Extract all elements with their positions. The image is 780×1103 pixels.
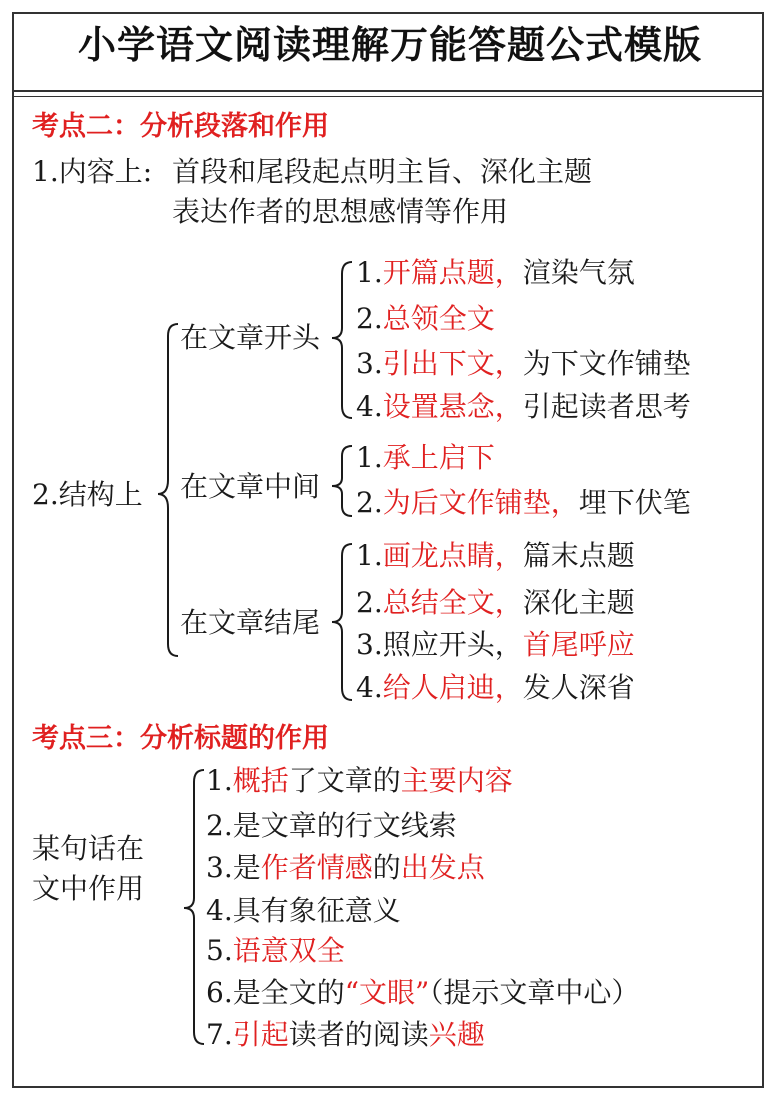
- list-item: 2.是文章的行文线索: [206, 809, 457, 842]
- list-item: 4.设置悬念，引起读者思考: [356, 390, 691, 423]
- beginning-brace: [332, 262, 352, 418]
- content-line2: 表达作者的思想感情等作用: [172, 195, 509, 228]
- list-item: 1.概括了文章的主要内容: [206, 764, 513, 797]
- list-item: 1.承上启下: [356, 441, 495, 474]
- list-item: 3.照应开头，首尾呼应: [356, 628, 635, 661]
- content-label: 1.内容上:: [32, 155, 153, 188]
- list-item: 2.为后文作铺垫，埋下伏笔: [356, 486, 691, 519]
- list-item: 3.引出下文，为下文作铺垫: [356, 347, 691, 380]
- list-item: 4.具有象征意义: [206, 894, 401, 927]
- section2-heading: 考点二：分析段落和作用: [32, 111, 329, 142]
- list-item: 7.引起读者的阅读兴趣: [206, 1018, 485, 1051]
- structure-label: 2.结构上: [32, 478, 143, 511]
- function-label-line1: 某句话在: [32, 832, 145, 865]
- structure-main-brace: [158, 324, 178, 656]
- beginning-label: 在文章开头: [180, 321, 321, 354]
- list-item: 2.总领全文: [356, 302, 495, 335]
- list-item: 1.画龙点睛，篇末点题: [356, 539, 635, 572]
- list-item: 3.是作者情感的出发点: [206, 851, 485, 884]
- function-brace: [184, 770, 204, 1044]
- list-item: 4.给人启迪，发人深省: [356, 671, 635, 704]
- end-brace: [332, 544, 352, 700]
- content-line1: 首段和尾段起点明主旨、深化主题: [172, 155, 593, 188]
- section3-heading: 考点三：分析标题的作用: [32, 723, 329, 754]
- end-label: 在文章结尾: [180, 606, 321, 639]
- middle-brace: [332, 446, 352, 516]
- middle-label: 在文章中间: [180, 470, 321, 503]
- page-title: 小学语文阅读理解万能答题公式模版: [77, 23, 702, 67]
- list-item: 2.总结全文，深化主题: [356, 586, 635, 619]
- list-item: 1.开篇点题，渲染气氛: [356, 256, 635, 289]
- list-item: 6.是全文的“文眼”（提示文章中心）: [206, 976, 640, 1009]
- list-item: 5.语意双全: [206, 934, 345, 967]
- function-label-line2: 文中作用: [32, 872, 145, 905]
